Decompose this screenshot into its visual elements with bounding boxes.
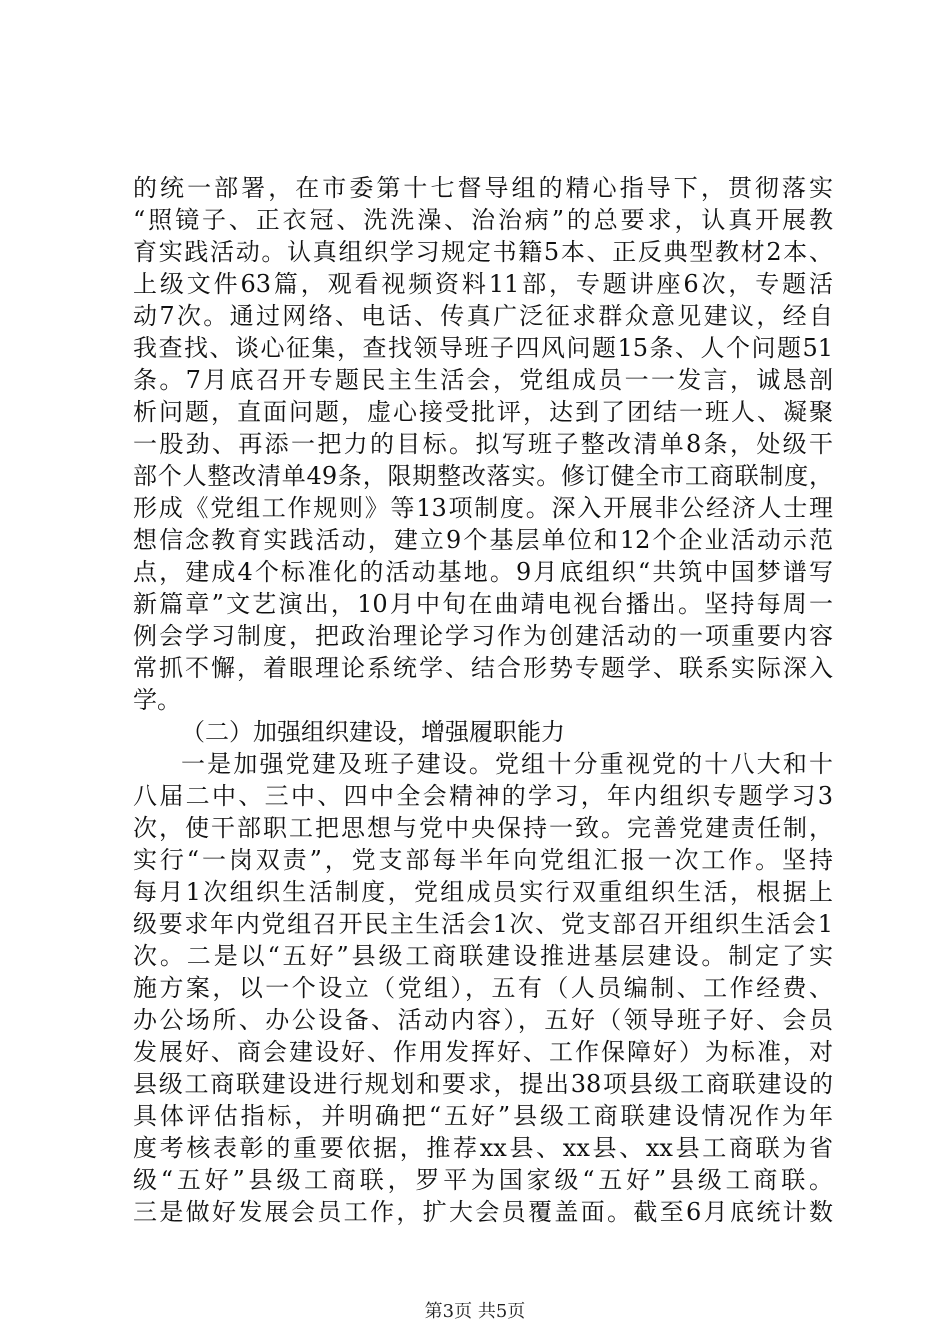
text-line: 施方案，以一个设立（党组），五有（人员编制、工作经费、 — [133, 974, 833, 1002]
document-body — [133, 172, 833, 1228]
text-line: 学。 — [133, 686, 181, 714]
text-line: 级要求年内党组召开民主生活会1次、党支部召开组织生活会1 — [133, 910, 833, 938]
text-line: 每月1次组织生活制度，党组成员实行双重组织生活，根据上 — [133, 878, 833, 906]
text-line: 一是加强党建及班子建设。党组十分重视党的十八大和十 — [181, 750, 833, 778]
text-line: 次。二是以“五好”县级工商联建设推进基层建设。制定了实 — [133, 942, 833, 970]
text-line: 次，使干部职工把思想与党中央保持一致。完善党建责任制， — [133, 814, 833, 842]
text-line: 一股劲、再添一把力的目标。拟写班子整改清单8条，处级干 — [133, 430, 833, 458]
text-line: 上级文件63篇，观看视频资料11部，专题讲座6次，专题活 — [133, 270, 833, 298]
text-line: 级“五好”县级工商联，罗平为国家级“五好”县级工商联。 — [133, 1166, 833, 1194]
text-line: 条。7月底召开专题民主生活会，党组成员一一发言，诚恳剖 — [133, 366, 833, 394]
text-line: “照镜子、正衣冠、洗洗澡、治治病”的总要求，认真开展教 — [133, 206, 833, 234]
text-line: 常抓不懈，着眼理论系统学、结合形势专题学、联系实际深入 — [133, 654, 833, 682]
section-heading: （二）加强组织建设，增强履职能力 — [181, 718, 565, 746]
text-line: 析问题，直面问题，虚心接受批评，达到了团结一班人、凝聚 — [133, 398, 833, 426]
text-line: 形成《党组工作规则》等13项制度。深入开展非公经济人士理 — [133, 494, 833, 522]
text-line: 部个人整改清单49条，限期整改落实。修订健全市工商联制度， — [133, 462, 833, 490]
text-line: 县级工商联建设进行规划和要求，提出38项县级工商联建设的 — [133, 1070, 833, 1098]
text-line: 我查找、谈心征集，查找领导班子四风问题15条、人个问题51 — [133, 334, 833, 362]
text-line: 育实践活动。认真组织学习规定书籍5本、正反典型教材2本、 — [133, 238, 833, 266]
text-line: 办公场所、办公设备、活动内容），五好（领导班子好、会员 — [133, 1006, 833, 1034]
text-line: 的统一部署，在市委第十七督导组的精心指导下，贯彻落实 — [133, 174, 833, 202]
text-line: 新篇章”文艺演出，10月中旬在曲靖电视台播出。坚持每周一 — [133, 590, 833, 618]
page-number: 第3页 共5页 — [424, 1301, 526, 1322]
text-line: 想信念教育实践活动，建立9个基层单位和12个企业活动示范 — [133, 526, 833, 554]
text-line: 动7次。通过网络、电话、传真广泛征求群众意见建议，经自 — [133, 302, 833, 330]
text-line: 发展好、商会建设好、作用发挥好、工作保障好）为标准，对 — [133, 1038, 833, 1066]
text-line: 度考核表彰的重要依据，推荐xx县、xx县、xx县工商联为省 — [133, 1134, 833, 1162]
text-line: 点，建成4个标准化的活动基地。9月底组织“共筑中国梦谱写 — [133, 558, 833, 586]
text-line: 例会学习制度，把政治理论学习作为创建活动的一项重要内容 — [133, 622, 833, 650]
text-line: 具体评估指标，并明确把“五好”县级工商联建设情况作为年 — [133, 1102, 833, 1130]
text-line: 实行“一岗双责”，党支部每半年向党组汇报一次工作。坚持 — [133, 846, 833, 874]
text-line: 八届二中、三中、四中全会精神的学习，年内组织专题学习3 — [133, 782, 833, 810]
text-line: 三是做好发展会员工作，扩大会员覆盖面。截至6月底统计数 — [133, 1198, 833, 1226]
